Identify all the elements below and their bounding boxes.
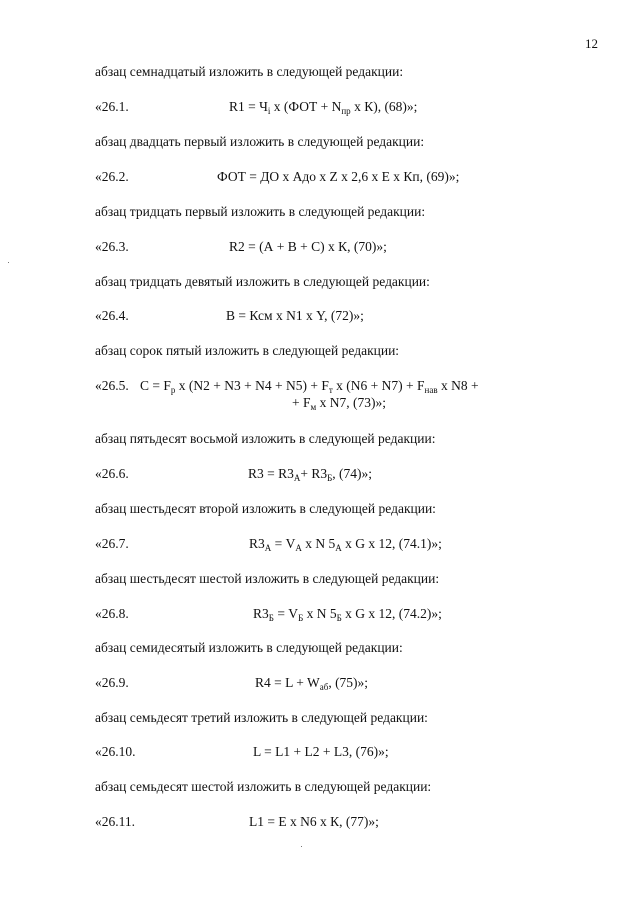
item-number: «26.9. [95, 675, 129, 690]
item-number: «26.2. [95, 169, 129, 184]
formula-text: $R1 = Ч_i$ х ($ФОТ + N_{пр}$ х К), (68)»; [229, 99, 418, 116]
formula-text: ФОТ = ДО х Адо х Z х 2,6 х Е х Кп, (69)»; [217, 169, 460, 184]
item-number: «26.1. [95, 99, 129, 114]
formula-text-continued: + $F_м$ х N7, (73)»; [292, 395, 386, 412]
formula-text: L1 = Е х N6 х К, (77)»; [249, 814, 379, 829]
formula-text: L = L1 + L2 + L3, (76)»; [253, 744, 389, 759]
formula-text: $R3 = R3_А+ R3_Б$, (74)»; [248, 466, 373, 483]
formula-text: $R4 = L + W_{аб}$, (75)»; [255, 675, 369, 692]
formula-text: $R3_А = V_А$ х N $5_А$ х G х 12, (74.1)»; [249, 536, 442, 553]
formula-text: В = Ксм х N1 х Y, (72)»; [226, 308, 364, 323]
item-number: «26.4. [95, 308, 129, 323]
paragraph-instruction: абзац семьдесят шестой изложить в следующей редакции: [95, 779, 432, 794]
paragraph-instruction: абзац тридцать первый изложить в следующей редакции: [95, 204, 426, 219]
formula-text: $С = F_р$ х $(N2 + N3 + N4 + N5) + F_т$ х $(N6 + N7) + F_{нав}$ х N8 + [140, 378, 479, 395]
page-number: 12 [585, 36, 598, 51]
formula-text: R2 = (А + В + С) х К, (70)»; [229, 239, 387, 254]
item-number: «26.7. [95, 536, 129, 551]
item-number: «26.3. [95, 239, 129, 254]
paragraph-instruction: абзац семидесятый изложить в следующей редакции: [95, 640, 403, 655]
item-number: «26.6. [95, 466, 129, 481]
formula-item [95, 378, 545, 414]
formula-text: $R3_Б = V_Б$ х N $5_Б$ х G х 12, (74.2)»; [253, 606, 442, 623]
item-number: «26.11. [95, 814, 135, 829]
paragraph-instruction: абзац шестьдесят второй изложить в следующей редакции: [95, 501, 436, 516]
paragraph-instruction: абзац тридцать девятый изложить в следующей редакции: [95, 274, 430, 289]
item-number: «26.10. [95, 744, 136, 759]
paragraph-instruction: абзац пятьдесят восьмой изложить в следующей редакции: [95, 431, 436, 446]
paragraph-instruction: абзац семьдесят третий изложить в следующей редакции: [95, 710, 428, 725]
scan-speck [301, 846, 302, 847]
paragraph-instruction: абзац двадцать первый изложить в следующей редакции: [95, 134, 425, 149]
scan-speck [8, 262, 9, 263]
item-number: «26.5. [95, 378, 129, 393]
item-number: «26.8. [95, 606, 129, 621]
paragraph-instruction: абзац семнадцатый изложить в следующей редакции: [95, 64, 404, 79]
paragraph-instruction: абзац шестьдесят шестой изложить в следующей редакции: [95, 571, 440, 586]
paragraph-instruction: абзац сорок пятый изложить в следующей редакции: [95, 343, 400, 358]
